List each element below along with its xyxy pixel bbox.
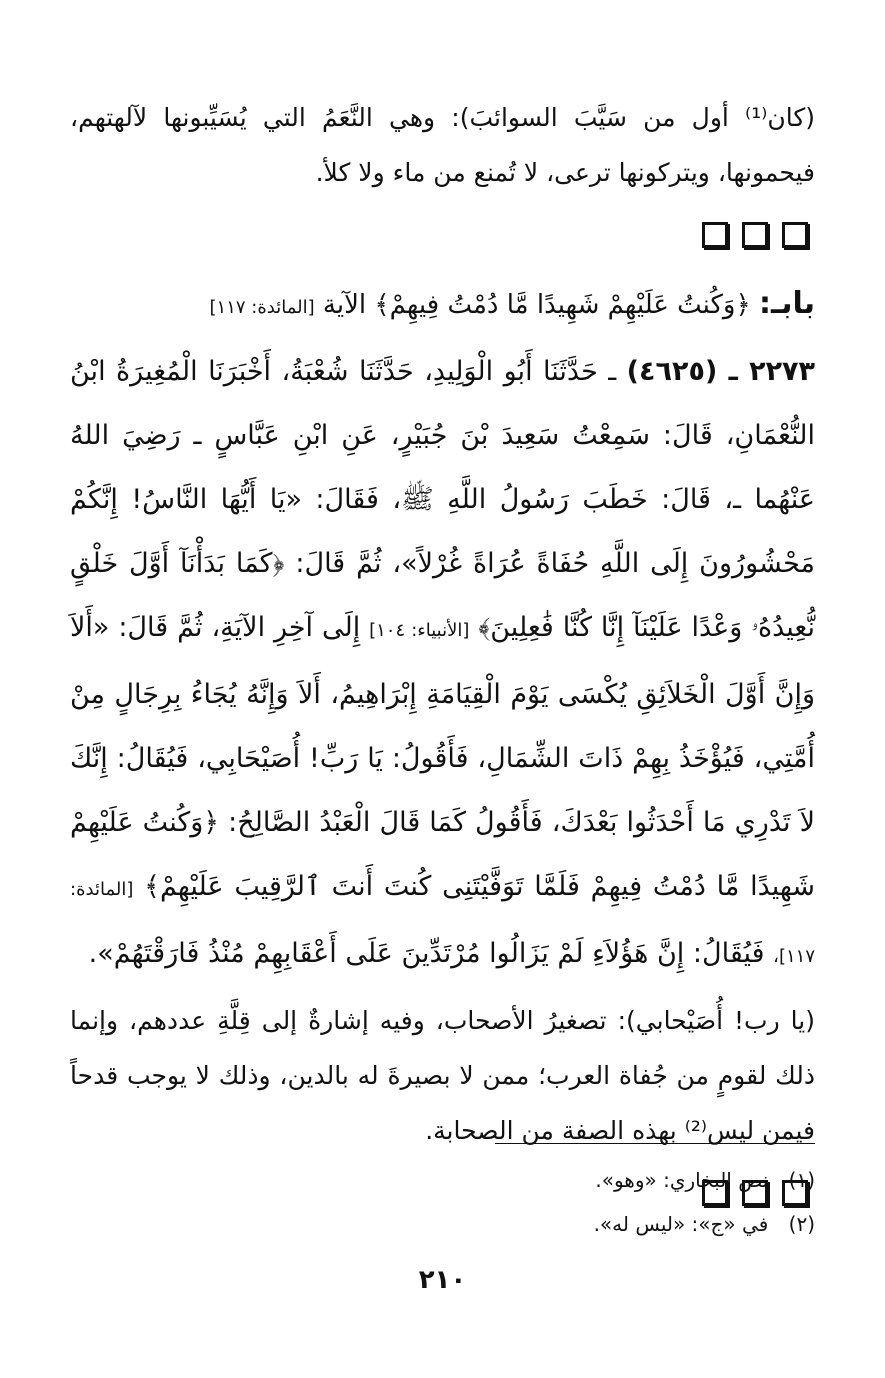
intro-text: (كان⁽¹⁾ أول من سَيَّبَ السوائبَ): وهي النَّعَمُ التي يُسَيِّبونها لآلهتهم، فيحمونها، ويتركونها ترعى، لا تُمنع من ماء ولا كلأ. <box>70 103 815 187</box>
commentary-text: (يا رب! أُصَيْحابي): تصغيرُ الأصحاب، وفيه إشارةٌ إلى قِلَّةِ عددهم، وإنما ذلك لقومٍ من جُفاة العرب؛ ممن لا بصيرةَ له بالدين، وذلك لا يوجب قدحاً فيمن ليس⁽²⁾ بهذه الصفة من الصحابة. <box>70 1006 815 1145</box>
footnote-text: نص البخاري: «وهو». <box>595 1168 769 1192</box>
hadith-paragraph <box>70 340 815 989</box>
separator-box-icon <box>782 222 808 248</box>
page-number: ٢١٠ <box>418 1265 467 1295</box>
chapter-heading <box>70 280 815 332</box>
page-body <box>70 90 815 1238</box>
footnote-text: في «ج»: «ليس له». <box>593 1212 769 1236</box>
separator-box-icon <box>702 222 728 248</box>
footnote-item <box>70 1202 815 1246</box>
hadith-text-part1: ـ حَدَّثَنَا أَبُو الْوَلِيدِ، حَدَّثَنَا شُعْبَةُ، أَخْبَرَنَا الْمُغِيرَةُ ابْنُ النُّعْمَانِ، قَالَ: سَمِعْتُ سَعِيدَ بْنَ جُبَيْرٍ، عَنِ ابْنِ عَبَّاسٍ ـ رَضِيَ اللهُ عَنْهُما ـ، قَالَ: خَطَبَ رَسُولُ اللَّهِ ﷺ، فَقَالَ: «يَا أَيُّهَا النَّاسُ! إِنَّكُمْ مَحْشُورُونَ إِلَى اللَّهِ حُفَاةً عُرَاةً غُرْلاً»، ثُمَّ قَالَ: ﴿كَمَا بَدَأْنَآ أَوَّلَ خَلْقٍ نُّعِيدُهُۥ وَعْدًا عَلَيْنَآ إِنَّا كُنَّا فَٰعِلِينَ﴾ <box>70 356 815 643</box>
hadith-text-part2: إِلَى آخِرِ الآيَةِ، ثُمَّ قَالَ: «أَلاَ وَإِنَّ أَوَّلَ الْخَلاَئِقِ يُكْسَى يَوْمَ الْقِيَامَةِ إِبْرَاهِيمُ، أَلاَ وَإِنَّهُ يُجَاءُ بِرِجَالٍ مِنْ أُمَّتِي، فَيُؤْخَذُ بِهِمْ ذَاتَ الشِّمَالِ، فَأَقُولُ: يَا رَبِّ! أُصَيْحَابِي، فَيُقَالُ: إِنَّكَ لاَ تَدْرِي مَا أَحْدَثُوا بَعْدَكَ، فَأَقُولُ كَمَا قَالَ الْعَبْدُ الصَّالِحُ: ﴿وَكُنتُ عَلَيْهِمْ شَهِيدًا مَّا دُمْتُ فِيهِمْ فَلَمَّا تَوَفَّيْتَنِى كُنتَ أَنتَ ٱلرَّقِيبَ عَلَيْهِمْ﴾ <box>70 612 815 902</box>
footnotes <box>70 1158 815 1246</box>
footnote-divider <box>495 1143 815 1144</box>
footnote-number: (١) <box>788 1168 815 1192</box>
chapter-suffix: الآية <box>322 290 367 320</box>
hadith-text-part3: فَيُقَالُ: إِنَّ هَؤُلاَءِ لَمْ يَزَالُوا مُرْتَدِّينَ عَلَى أَعْقَابِهِمْ مُنْذُ فَارَقْتَهُمْ». <box>88 938 765 969</box>
footnote-item <box>70 1158 815 1202</box>
hadith-reference-1: [الأنبياء: ١٠٤] <box>369 620 470 641</box>
separator-box-icon <box>742 222 768 248</box>
intro-paragraph <box>70 90 815 200</box>
chapter-reference: [المائدة: ١١٧] <box>209 297 315 318</box>
footnote-number: (٢) <box>788 1212 815 1236</box>
section-separator-1 <box>70 222 815 262</box>
commentary-paragraph <box>70 993 815 1158</box>
chapter-label: بابـ: <box>758 286 815 321</box>
hadith-number: ٢٢٧٣ ـ (٤٦٢٥) <box>626 356 816 387</box>
hadith-reference-2: [المائدة: ١١٧]، <box>70 879 815 967</box>
chapter-ayah: ﴿وَكُنتُ عَلَيْهِمْ شَهِيدًا مَّا دُمْتُ فِيهِمْ﴾ <box>374 290 751 320</box>
